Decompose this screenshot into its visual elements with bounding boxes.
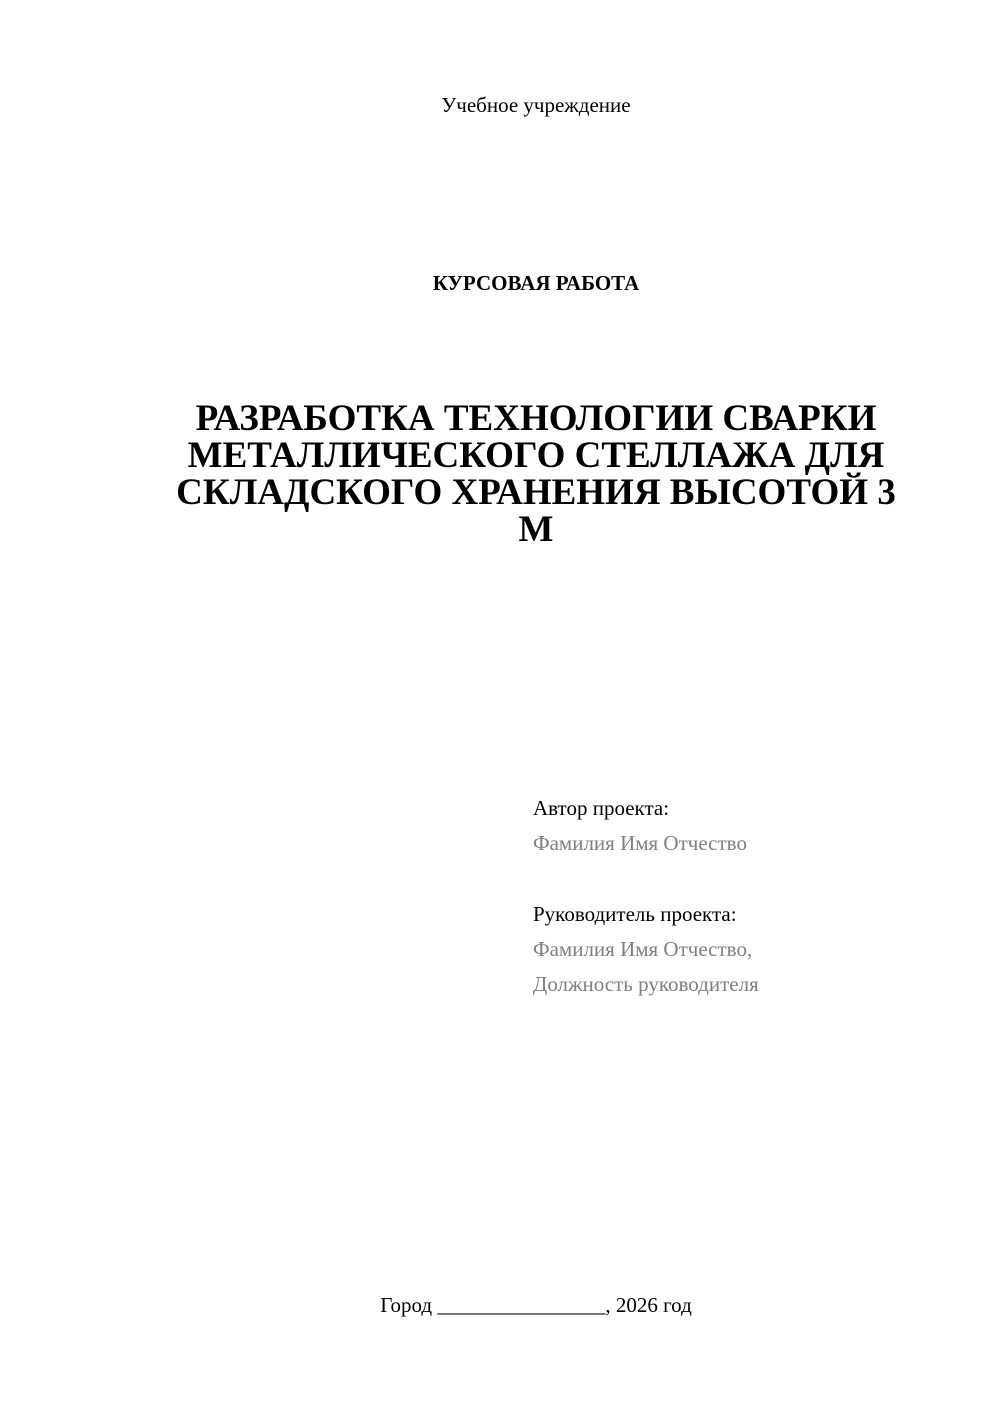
title-line: МЕТАЛЛИЧЕСКОГО СТЕЛЛАЖА ДЛЯ bbox=[187, 435, 885, 476]
author-label: Автор проекта: bbox=[533, 796, 670, 820]
supervisor-position: Должность руководителя bbox=[533, 972, 759, 996]
city-year-line: Город ________________, 2026 год bbox=[380, 1293, 692, 1317]
document-type: КУРСОВАЯ РАБОТА bbox=[432, 271, 640, 295]
authors-block bbox=[533, 791, 973, 1002]
author-name: Фамилия Имя Отчество bbox=[533, 831, 747, 855]
title-line: СКЛАДСКОГО ХРАНЕНИЯ ВЫСОТОЙ 3 bbox=[176, 472, 896, 513]
title-line: М bbox=[518, 509, 554, 550]
document-title bbox=[150, 400, 922, 548]
title-line: РАЗРАБОТКА ТЕХНОЛОГИИ СВАРКИ bbox=[195, 398, 877, 439]
authors-spacer bbox=[533, 861, 973, 897]
institution-name: Учебное учреждение bbox=[441, 93, 631, 117]
supervisor-label: Руководитель проекта: bbox=[533, 902, 737, 926]
supervisor-name: Фамилия Имя Отчество, bbox=[533, 937, 753, 961]
